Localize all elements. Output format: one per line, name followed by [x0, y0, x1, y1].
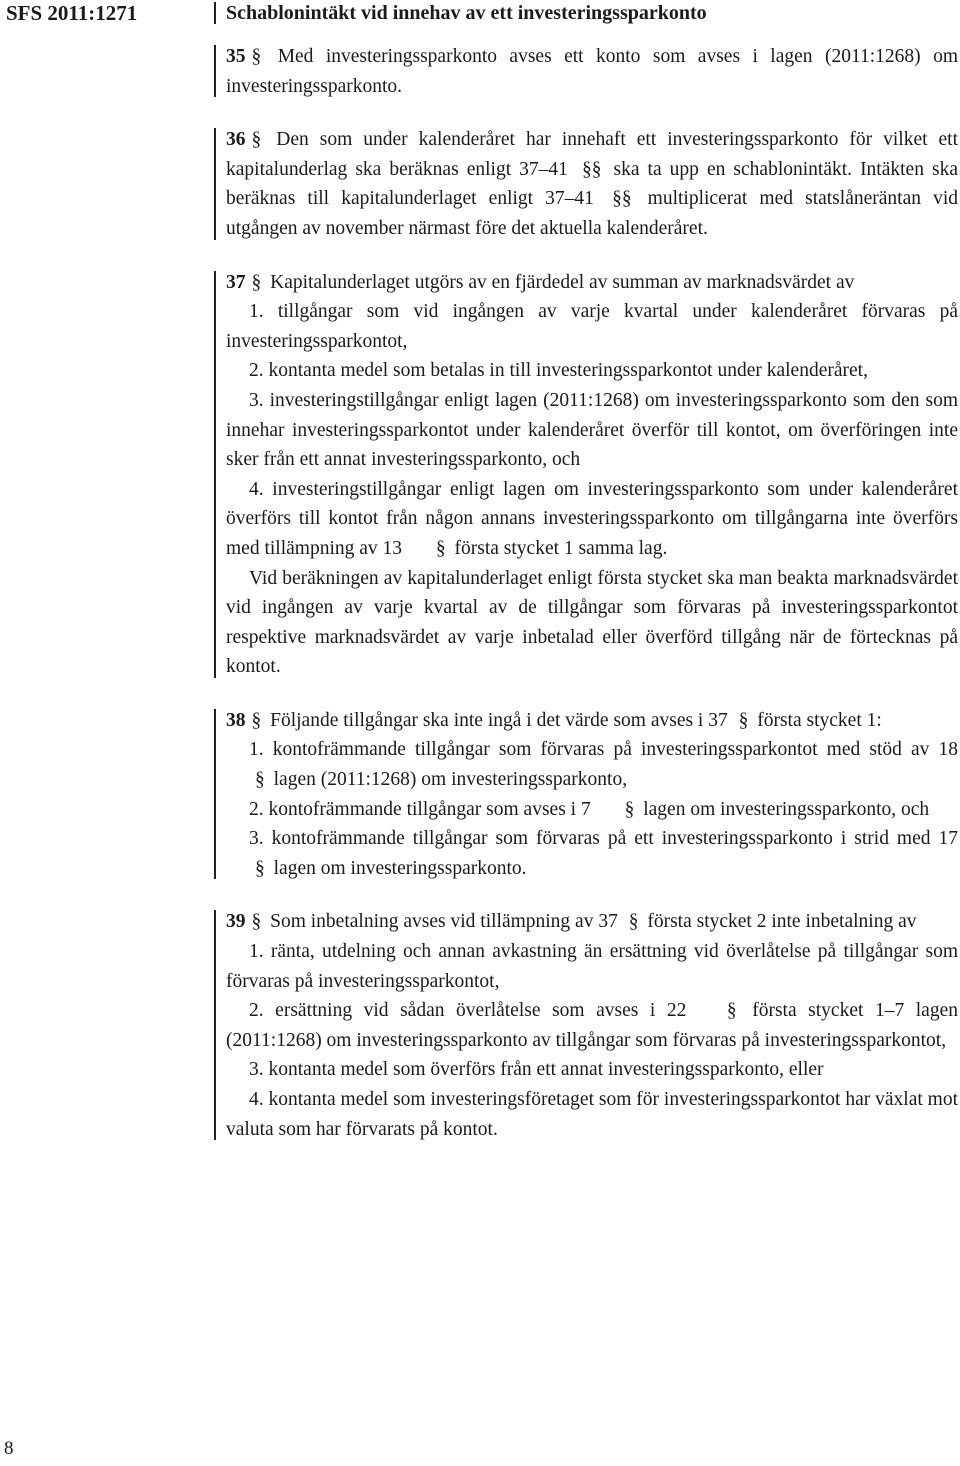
section-38 — [226, 706, 958, 884]
section-number: 37 — [226, 271, 246, 293]
change-bar — [214, 128, 216, 239]
section-paragraph — [226, 937, 958, 996]
paragraph-text: 3. investeringstillgångar enligt lagen (2011:1268) om investeringssparkonto som den som innehar investeringssparkontot under kalenderåret överför till kontot, om överföringen inte sker från ett annat investeringssparkonto, och — [226, 389, 958, 471]
section-paragraph — [226, 795, 958, 825]
change-bar — [214, 709, 216, 880]
section-heading — [226, 0, 958, 26]
sections-container — [226, 42, 958, 1144]
paragraph-sign: § — [255, 857, 265, 879]
section-number: 38 — [226, 709, 246, 731]
paragraph-sign: § — [251, 129, 262, 151]
paragraph-text: 2. kontofrämmande tillgångar som avses i 7 § lagen om investeringssparkonto, och — [249, 799, 929, 820]
section-lead-paragraph — [226, 268, 958, 298]
section-paragraph — [226, 1055, 958, 1085]
section-number: 35 — [226, 46, 246, 67]
section-36 — [226, 125, 958, 243]
paragraph-sign: § — [251, 271, 262, 293]
paragraph-sign: § — [628, 911, 639, 933]
sfs-number: SFS 2011:1271 — [6, 1, 138, 25]
section-37 — [226, 268, 958, 682]
paragraph-text: 1. kontofrämmande tillgångar som förvaras på investeringssparkontot med stöd av 18 § lagen (2011:1268) om investeringssparkonto, — [226, 739, 958, 790]
section-paragraph — [226, 356, 958, 386]
paragraph-text: 4. kontanta medel som investeringsföretaget som för investeringssparkontot har växlat mot valuta som har förvarats på kontot. — [226, 1089, 958, 1140]
section-paragraph — [226, 475, 958, 564]
page-number: 8 — [4, 1438, 14, 1459]
section-35 — [226, 42, 958, 101]
paragraph-text: 2. ersättning vid sådan överlåtelse som avses i 22 § första stycket 1–7 lagen (2011:1268) om investeringssparkonto av tillgångar som förvaras på investeringssparkontot, — [226, 1000, 958, 1051]
section-paragraph — [226, 386, 958, 475]
section-lead-paragraph — [226, 125, 958, 243]
change-bar — [214, 2, 216, 24]
section-paragraph — [226, 297, 958, 356]
change-bar — [214, 910, 216, 1140]
section-39 — [226, 907, 958, 1144]
paragraph-sign: § — [251, 709, 262, 731]
section-paragraph — [226, 564, 958, 682]
paragraph-sign: § — [738, 709, 749, 731]
paragraph-text: Den som under kalenderåret har innehaft ett investeringssparkonto för vilket ett kapitalunderlag ska beräknas enligt 37–41 §§ ska ta upp en schablonintäkt. Intäkten ska beräknas till kapitalunderlaget enligt 37–41 §§ multiplicerat med statslåneräntan vid utgången av november närmast före det aktuella kalenderåret. — [226, 129, 959, 239]
paragraph-text: 1. tillgångar som vid ingången av varje kvartal under kalenderåret förvaras på investeringssparkontot, — [226, 301, 958, 352]
section-paragraph — [226, 824, 958, 883]
section-lead-paragraph — [226, 907, 958, 937]
paragraph-sign: § — [435, 537, 446, 559]
paragraph-sign: § — [251, 911, 262, 933]
change-bar — [214, 45, 216, 97]
paragraph-sign: §§ — [612, 188, 632, 210]
heading-text: Schablonintäkt vid innehav av ett investeringssparkonto — [226, 2, 707, 24]
paragraph-sign: § — [726, 1000, 737, 1022]
paragraph-text: 1. ränta, utdelning och annan avkastning än ersättning vid överlåtelse på tillgångar som förvaras på investeringssparkontot, — [226, 941, 958, 992]
paragraph-text: 3. kontofrämmande tillgångar som förvaras på ett investeringssparkonto i strid med 17 § lagen om investeringssparkonto. — [226, 828, 958, 879]
section-paragraph — [226, 1085, 958, 1144]
paragraph-text: Följande tillgångar ska inte ingå i det värde som avses i 37 § första stycket 1: — [270, 710, 882, 731]
paragraph-text: Som inbetalning avses vid tillämpning av 37 § första stycket 2 inte inbetalning av — [270, 911, 916, 932]
section-lead-paragraph — [226, 706, 958, 736]
paragraph-sign: §§ — [581, 158, 602, 180]
paragraph-text: 4. investeringstillgångar enligt lagen om investeringssparkonto som under kalenderåret överförs till kontot från någon annans investeringssparkonto om tillgångarna inte överförs med tillämpning av 13 § första stycket 1 samma lag. — [226, 479, 958, 559]
paragraph-text: Med investeringssparkonto avses ett konto som avses i lagen (2011:1268) om investeringssparkonto. — [226, 46, 958, 97]
section-number: 39 — [226, 911, 246, 933]
paragraph-text: Vid beräkningen av kapitalunderlaget enligt första stycket ska man beakta marknadsvärdet vid ingången av varje kvartal av de tillgångar som förvaras på investeringssparkontot respektive marknadsvärdet av varje inbetalad eller överförd tillgång när de förtecknas på kontot. — [226, 567, 958, 678]
paragraph-sign: § — [255, 769, 265, 791]
section-number: 36 — [226, 129, 246, 151]
section-paragraph — [226, 996, 958, 1055]
paragraph-sign: § — [251, 46, 262, 67]
paragraph-text: 3. kontanta medel som överförs från ett annat investeringssparkonto, eller — [249, 1059, 824, 1081]
document-body — [226, 0, 958, 1144]
paragraph-text: 2. kontanta medel som betalas in till investeringssparkontot under kalenderåret, — [249, 360, 868, 382]
section-lead-paragraph — [226, 42, 958, 101]
change-bar — [214, 271, 216, 678]
paragraph-sign: § — [624, 798, 635, 820]
section-paragraph — [226, 735, 958, 794]
paragraph-text: Kapitalunderlaget utgörs av en fjärdedel av summan av marknadsvärdet av — [270, 271, 855, 293]
